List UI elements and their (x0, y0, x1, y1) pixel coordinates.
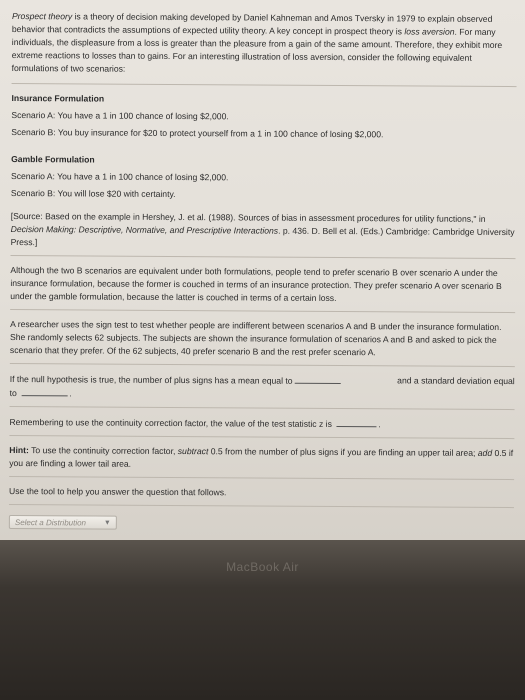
divider (10, 406, 515, 410)
insurance-scenario-a: Scenario A: You have a 1 in 100 chance of losing $2,000. (11, 109, 229, 122)
hint-text (9, 444, 514, 473)
divider (12, 83, 517, 87)
gamble-scenario-b: Scenario B: You will lose $20 with certainty. (10, 187, 176, 200)
question-mean-text: If the null hypothesis is true, the number of plus signs has a mean equal to (9, 373, 293, 386)
divider (9, 476, 514, 480)
divider (10, 363, 515, 367)
intro-term-loss-aversion: loss aversion (404, 26, 455, 37)
hint-body-2: 0.5 from the number of plus signs if you are finding an upper tail area; (208, 446, 478, 458)
question-content (9, 10, 517, 532)
insurance-title: Insurance Formulation (11, 92, 105, 104)
gamble-section (11, 153, 516, 203)
mean-answer-blank[interactable] (295, 374, 341, 384)
question-z-text: Remembering to use the continuity correction factor, the value of the test statistic z is (9, 416, 332, 429)
paragraph-sign-test: A researcher uses the sign test to test whether people are indifferent between scenarios A and B under the insurance formulation. She randomly selects 62 subjects. The subjects are shown the insurance formulation of scenarios A and B and asked to pick the scenario that they prefer. Of the 62 subjects, 40 prefer scenario B and the rest prefer scenario A. (9, 318, 502, 358)
hint-add: add (477, 447, 493, 458)
intro-term-prospect-theory: Prospect theory (11, 10, 73, 22)
hint-subtract: subtract (177, 446, 209, 457)
intro-paragraph (12, 10, 517, 78)
distribution-select-value: Select a Distribution (14, 517, 87, 527)
laptop-bezel (0, 540, 525, 700)
source-text-2: . p. 436. D. Bell et al. (Eds.) Cambridge: Cambridge University Press.] (10, 225, 515, 248)
source-book-title: Decision Making: Descriptive, Normative, and Prescriptive Interactions (10, 223, 279, 236)
z-answer-blank[interactable] (336, 417, 376, 427)
source-text: Based on the example in Hershey, J. et al. (1988). Sources of bias in assessment procedures for utility functions," in (42, 211, 486, 224)
intro-text: is a theory of decision making developed by Daniel Kahneman and Amos Tversky in 1979 to explain observed behavior that contradicts the assumptions of expected utility theory. A key concept in prospect theory is (11, 11, 493, 37)
question-sd-text: and a standard deviation equal (397, 375, 515, 387)
intro-text-2: . For many individuals, the displeasure from a loss is greater than the pleasure from a gain of the same amount. Therefore, they exhibit more extreme reactions to losses than to gains. For an interesting illustration of loss aversion, consider the following equivalent formulations of two scenarios: (11, 26, 503, 74)
hint-label: Hint: (9, 444, 29, 456)
divider (9, 435, 514, 439)
insurance-scenario-b: Scenario B: You buy insurance for $20 to protect yourself from a 1 in 100 chance of losing $2,000. (11, 126, 384, 140)
paragraph-formulations: Although the two B scenarios are equivalent under both formulations, people tend to prefer scenario B over scenario A under the insurance formulation, because the former is couched in terms of an insurance protection. They prefer scenario A over scenario B under the gamble formulation, because the latter is couched in terms of a certain loss. (10, 264, 502, 303)
gamble-scenario-a: Scenario A: You have a 1 in 100 chance of losing $2,000. (10, 170, 229, 183)
gamble-title: Gamble Formulation (11, 153, 95, 165)
insurance-section (11, 92, 516, 142)
source-citation (11, 210, 516, 252)
question-sd-to: to (9, 387, 17, 399)
hint-body: To use the continuity correction factor, (28, 445, 178, 457)
divider (10, 309, 515, 313)
chevron-down-icon: ▼ (103, 519, 111, 527)
question-mean-sd: If the null hypothesis is true, the number of plus signs has a mean equal to and a standard deviation equal to . (9, 373, 515, 399)
hint-body-3: 0.5 if you are finding a lower tail area. (9, 447, 514, 469)
laptop-brand-label: MacBook Air (226, 560, 299, 574)
source-label: [Source: (10, 210, 43, 222)
sd-answer-blank[interactable] (21, 386, 67, 396)
distribution-select[interactable] (9, 515, 117, 530)
divider (10, 255, 515, 259)
question-test-statistic: Remembering to use the continuity correction factor, the value of the test statistic z is . (9, 416, 381, 430)
tool-instruction: Use the tool to help you answer the question that follows. (9, 485, 227, 498)
divider (9, 504, 514, 508)
